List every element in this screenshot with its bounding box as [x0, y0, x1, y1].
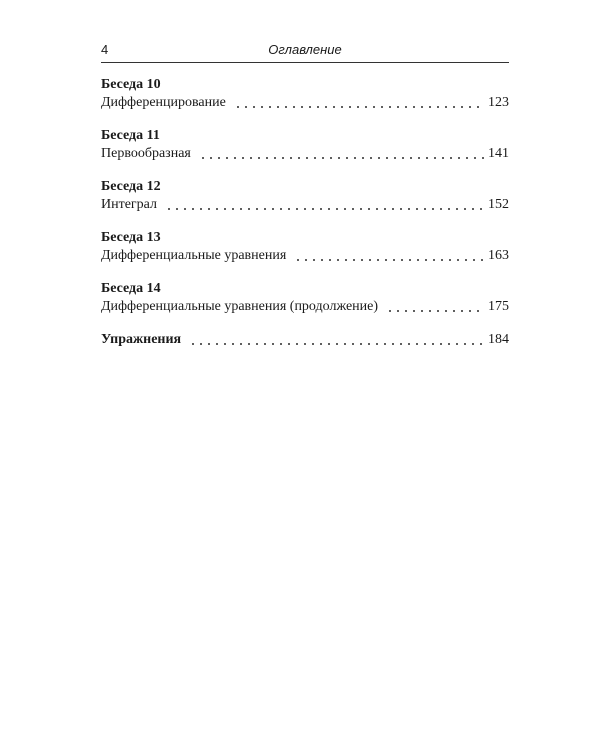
toc-chapter-heading: Беседа 13 — [101, 230, 161, 245]
toc-section-11 — [101, 127, 509, 163]
toc-section-13 — [101, 229, 509, 265]
toc-section-12 — [101, 178, 509, 214]
table-of-contents — [101, 76, 509, 364]
toc-entry[interactable] — [101, 94, 509, 112]
dot-leader — [189, 334, 485, 346]
toc-page-number: 175 — [488, 299, 509, 314]
dot-leader — [165, 199, 485, 211]
running-title: Оглавление — [268, 42, 342, 57]
dot-leader — [234, 97, 485, 109]
toc-section-10 — [101, 76, 509, 112]
toc-chapter-heading: Беседа 11 — [101, 128, 160, 143]
page-header — [101, 40, 509, 63]
toc-chapter-heading: Беседа 14 — [101, 281, 161, 296]
page-number: 4 — [101, 42, 109, 57]
toc-page-number: 123 — [488, 95, 509, 110]
toc-entry-exercises[interactable] — [101, 331, 509, 349]
toc-page-number: 141 — [488, 146, 509, 161]
toc-page-number: 152 — [488, 197, 509, 212]
toc-entry-title: Дифференциальные уравнения (продолжение) — [101, 299, 379, 314]
toc-entry-title: Интеграл — [101, 197, 157, 212]
toc-chapter-heading: Беседа 10 — [101, 77, 161, 92]
toc-entry[interactable] — [101, 247, 509, 265]
toc-entry[interactable] — [101, 298, 509, 316]
toc-entry-title: Первообразная — [101, 146, 191, 161]
dot-leader — [386, 301, 485, 313]
toc-page-number: 184 — [488, 332, 509, 347]
dot-leader — [199, 148, 485, 160]
toc-section-14 — [101, 280, 509, 316]
toc-section-exercises — [101, 331, 509, 349]
toc-entry-title: Дифференцирование — [101, 95, 226, 110]
toc-entry-title: Дифференциальные уравнения — [101, 248, 287, 263]
toc-entry[interactable] — [101, 196, 509, 214]
dot-leader — [294, 250, 485, 262]
toc-entry[interactable] — [101, 145, 509, 163]
toc-page-number: 163 — [488, 248, 509, 263]
toc-entry-title: Упражнения — [101, 332, 182, 347]
toc-chapter-heading: Беседа 12 — [101, 179, 161, 194]
